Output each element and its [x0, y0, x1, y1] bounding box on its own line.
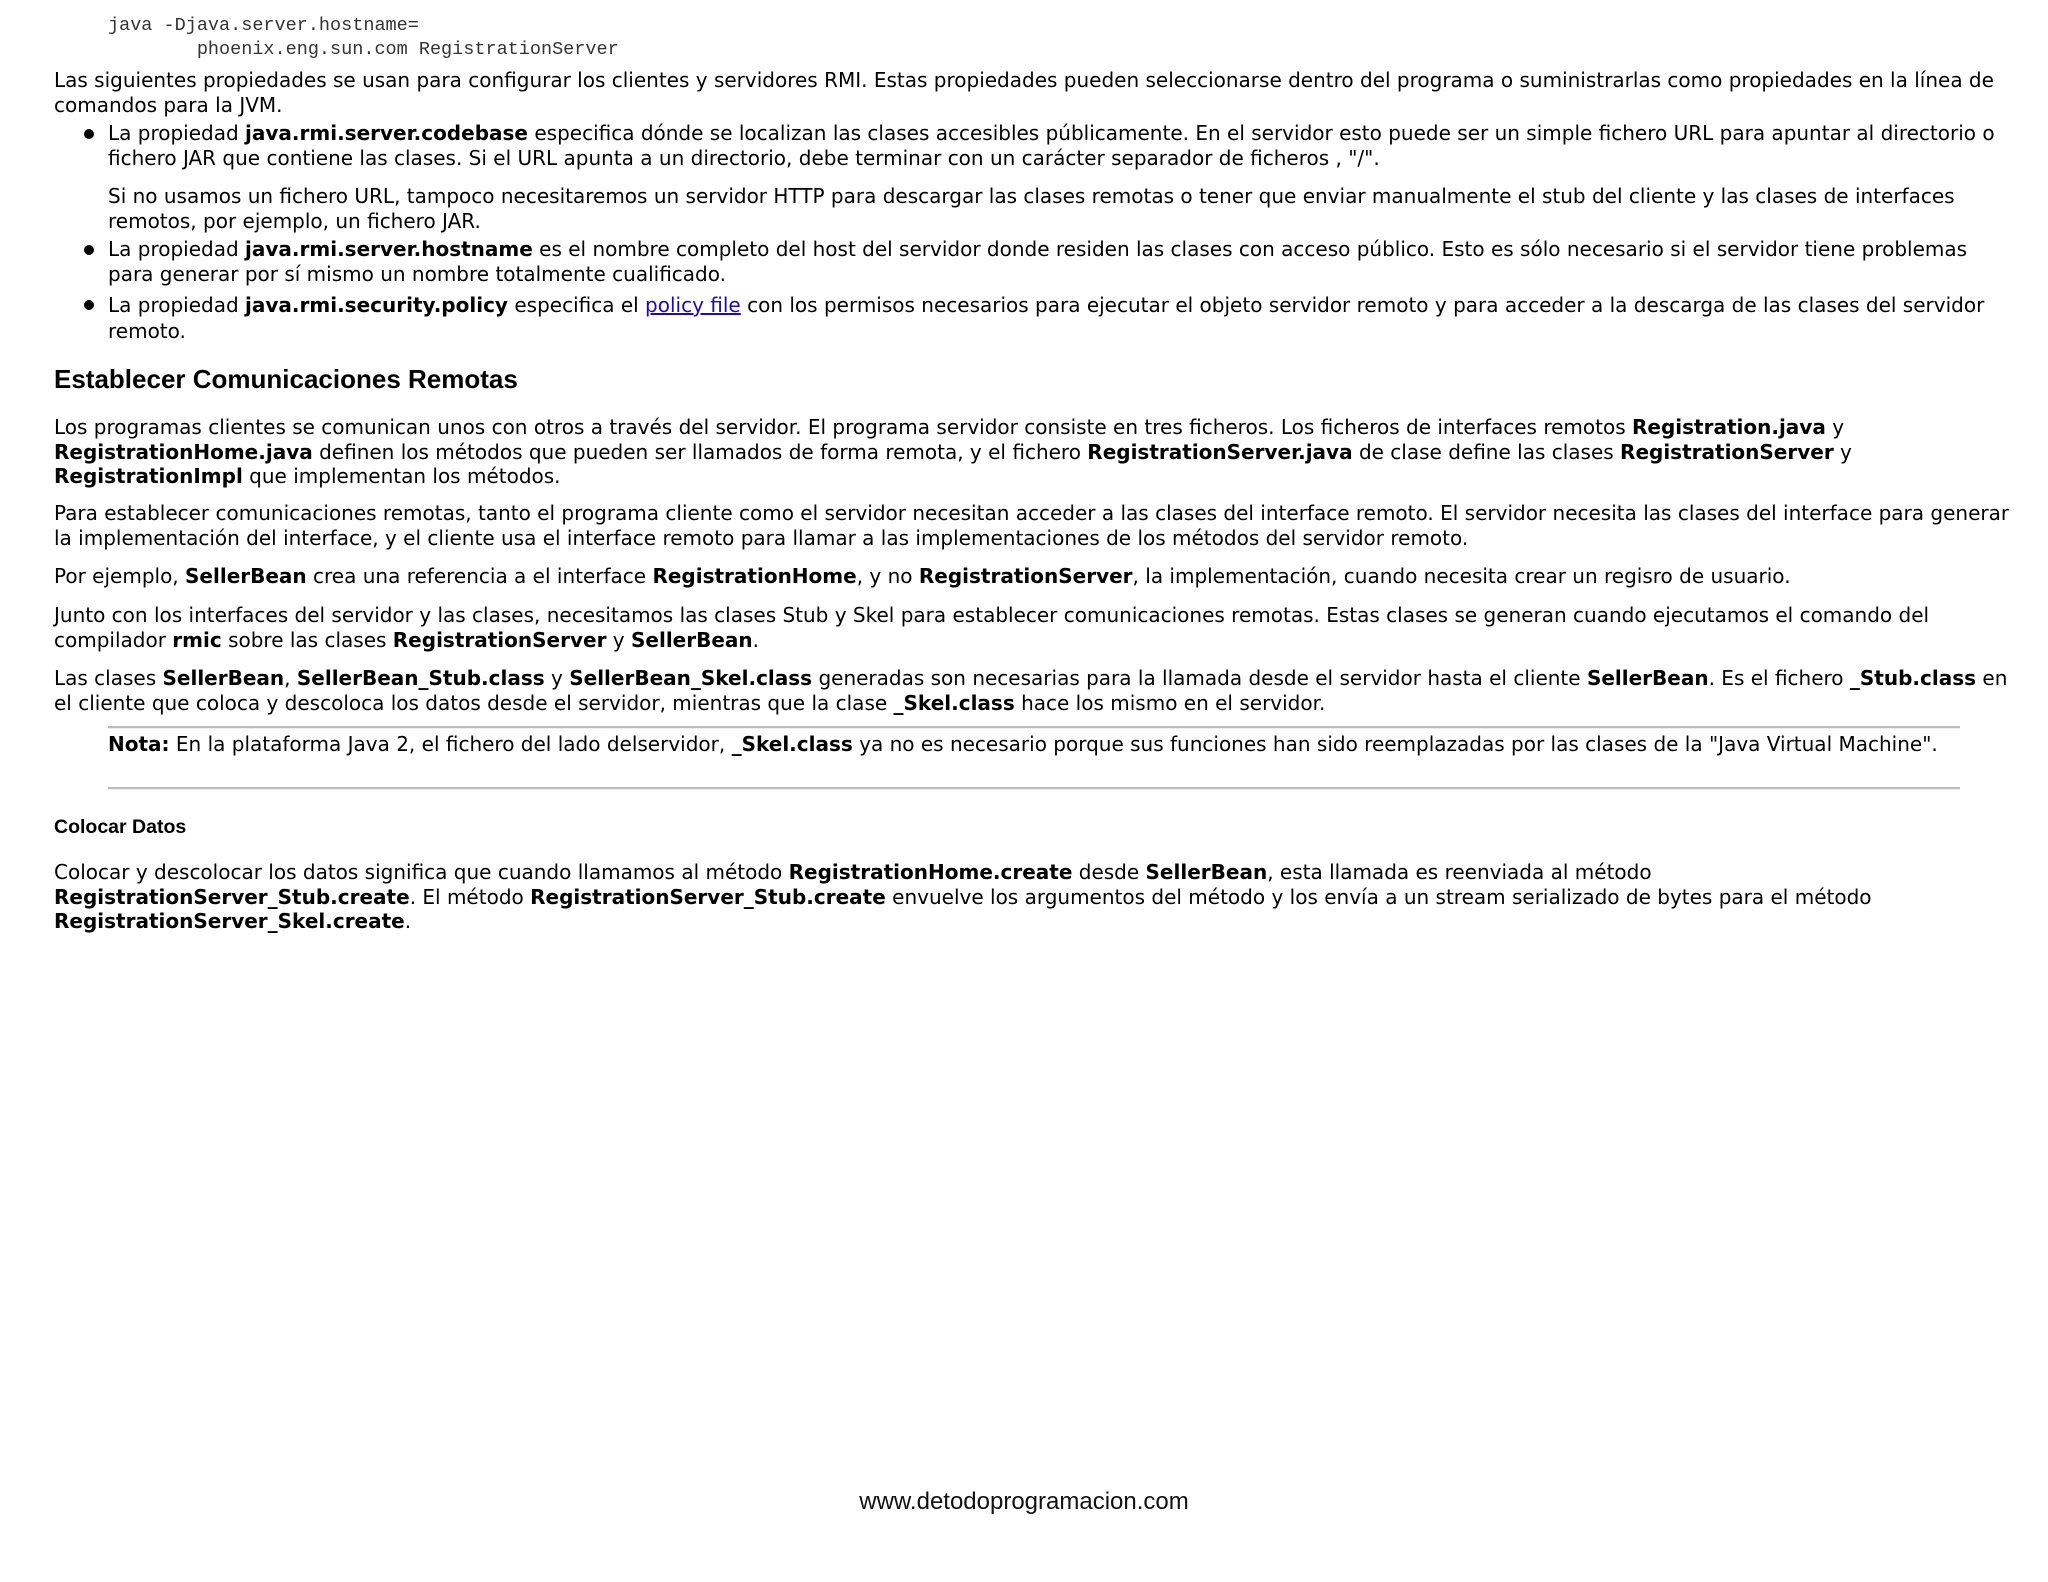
text-segment: La propiedad — [108, 121, 246, 145]
text-segment: En la plataforma Java 2, el fichero del lado delservidor, — [169, 732, 732, 756]
paragraph — [54, 564, 2016, 589]
text-segment: . — [404, 909, 412, 933]
text-segment: y — [544, 666, 570, 690]
text-segment: de clase define las clases — [1352, 439, 1621, 464]
text-segment: Colocar y descolocar los datos significa que cuando llamamos al método — [54, 860, 789, 884]
text-segment: y — [606, 627, 631, 652]
text-segment: Los programas clientes se comunican unos con otros a través del servidor. El programa servidor consiste en tres ficheros. Los ficheros de interfaces remotos — [54, 415, 1632, 439]
paragraph — [54, 415, 2016, 489]
text-segment: y — [1833, 439, 1852, 464]
note-box — [108, 732, 1960, 757]
text-segment: , esta llamada es reenviada al método — [1267, 860, 1652, 884]
text-segment: sobre las clases — [221, 627, 393, 652]
bold-term: RegistrationServer — [918, 564, 1133, 588]
bold-term: RegistrationServer_Stub.create — [54, 884, 410, 909]
bold-term: java.rmi.server.codebase — [245, 121, 528, 145]
text-segment: Si no usamos un fichero URL, tampoco necesitaremos un servidor HTTP para descargar las clases remotas o tener que enviar manualmente el stub del cliente y las clases de interfaces remotos, por ejemplo, un fichero JAR. — [108, 184, 1955, 233]
bold-term: RegistrationServer_Skel.create — [54, 909, 405, 933]
footer-website: www.detodoprogramacion.com — [859, 1488, 1189, 1515]
text-segment: ya no es necesario porque sus funciones han sido reemplazadas por las clases de la "Java Virtual Machine". — [852, 732, 1938, 756]
text-segment: . El método — [409, 884, 531, 909]
text-segment: que implementan los métodos. — [242, 464, 561, 488]
text-segment: y — [1825, 415, 1845, 439]
text-segment: con los permisos necesarios para ejecutar el objeto servidor remoto y para acceder a la descarga de las clases del servidor remoto. — [108, 293, 1985, 343]
paragraph — [54, 860, 2016, 934]
codebase-note-paragraph — [108, 184, 2013, 233]
bold-term: Registration.java — [1632, 415, 1826, 439]
bold-term: SellerBean_Skel.class — [569, 666, 813, 690]
paragraph — [54, 603, 2016, 652]
paragraph — [54, 666, 2016, 715]
bold-term: RegistrationServer — [1620, 439, 1834, 464]
bold-term: RegistrationServer_Stub.create — [530, 884, 886, 909]
text-segment: Las clases — [54, 666, 163, 690]
text-segment: Las siguientes propiedades se usan para configurar los clientes y servidores RMI. Estas propiedades pueden seleccionarse dentro del programa o suministrarlas como propiedades en la línea de comandos para la JVM. — [54, 68, 1994, 117]
bullet-hostname — [108, 237, 2013, 286]
bold-term: java.rmi.security.policy — [245, 293, 508, 317]
bold-term: _Stub.class — [1849, 666, 1977, 690]
bold-term: SellerBean — [185, 564, 307, 588]
text-segment: Por ejemplo, — [54, 564, 186, 588]
bullet-security-policy — [108, 292, 2013, 344]
bold-term: Nota: — [108, 732, 170, 756]
bold-term: RegistrationServer — [392, 627, 607, 652]
bold-term: SellerBean_Stub.class — [296, 666, 545, 690]
bold-term: SellerBean — [1586, 666, 1709, 690]
section-heading: Establecer Comunicaciones Remotas — [54, 364, 518, 394]
bold-term: RegistrationHome — [652, 564, 857, 588]
bullet-codebase — [108, 121, 2013, 170]
text-segment: , — [284, 666, 297, 690]
text-segment: es el nombre completo del host del servidor donde residen las clases con acceso público. Esto es sólo necesario si el servidor tiene problemas para generar por sí mismo un nombre totalmente cualificado. — [108, 237, 1968, 286]
bold-term: _Skel.class — [731, 732, 853, 756]
bold-term: RegistrationImpl — [54, 464, 243, 488]
bold-term: RegistrationServer.java — [1087, 439, 1353, 464]
text-segment: especifica dónde se localizan las clases accesibles públicamente. En el servidor esto puede ser un simple fichero URL para apuntar al directorio o fichero JAR que contiene las clases. Si el URL apunta a un directorio, debe terminar con un carácter separador de ficheros , "/". — [108, 121, 1995, 170]
code-line: java -Djava.server.hostname= — [108, 15, 419, 36]
text-segment: especifica el — [507, 293, 646, 317]
text-segment: desde — [1072, 860, 1146, 884]
note-top-divider — [108, 726, 1960, 729]
bullet-icon — [84, 245, 94, 255]
subsection-heading: Colocar Datos — [54, 816, 187, 838]
note-bottom-divider — [108, 787, 1960, 790]
intro-paragraph — [54, 68, 2016, 117]
bold-term: _Skel.class — [893, 690, 1015, 715]
text-segment: . Es el fichero — [1708, 666, 1850, 690]
text-segment: definen los métodos que pueden ser llamados de forma remota, y el fichero — [312, 439, 1088, 464]
text-segment: en el cliente que coloca y descoloca los datos desde el servidor, mientras que la clase — [54, 666, 2008, 715]
bold-term: SellerBean — [631, 627, 753, 652]
text-segment: La propiedad — [108, 237, 246, 261]
bold-term: RegistrationHome.java — [54, 439, 313, 464]
bold-term: SellerBean — [1145, 860, 1268, 884]
bold-term: java.rmi.server.hostname — [245, 237, 533, 261]
text-segment: crea una referencia a el interface — [306, 564, 653, 588]
text-segment: Junto con los interfaces del servidor y las clases, necesitamos las clases Stub y Skel para establecer comunicaciones remotas. Estas clases se generan cuando ejecutamos el comando del compilador — [54, 603, 1930, 652]
text-segment: Para establecer comunicaciones remotas, tanto el programa cliente como el servidor necesitan acceder a las clases del interface remoto. El servidor necesita las clases del interface para generar la implementación del interface, y el cliente usa el interface remoto para llamar a las implementaciones de los métodos del servidor remoto. — [54, 501, 2010, 550]
text-segment: La propiedad — [108, 293, 246, 317]
text-segment: , y no — [856, 564, 919, 588]
paragraph — [54, 501, 2016, 550]
text-segment: hace los mismo en el servidor. — [1014, 690, 1326, 715]
code-line: phoenix.eng.sun.com RegistrationServer — [108, 39, 619, 60]
text-segment: envuelve los argumentos del método y los envía a un stream serializado de bytes para el método — [885, 884, 1872, 909]
bold-term: rmic — [172, 627, 222, 652]
bullet-icon — [84, 300, 94, 310]
bold-term: SellerBean — [162, 666, 285, 690]
code-block — [108, 14, 619, 62]
bold-term: RegistrationHome.create — [788, 860, 1073, 884]
policy-file-link[interactable]: policy file — [645, 293, 741, 317]
bullet-icon — [84, 129, 94, 139]
text-segment: generadas son necesarias para la llamada desde el servidor hasta el cliente — [812, 666, 1587, 690]
text-segment: , la implementación, cuando necesita crear un regisro de usuario. — [1132, 564, 1791, 588]
text-segment: . — [752, 627, 760, 652]
